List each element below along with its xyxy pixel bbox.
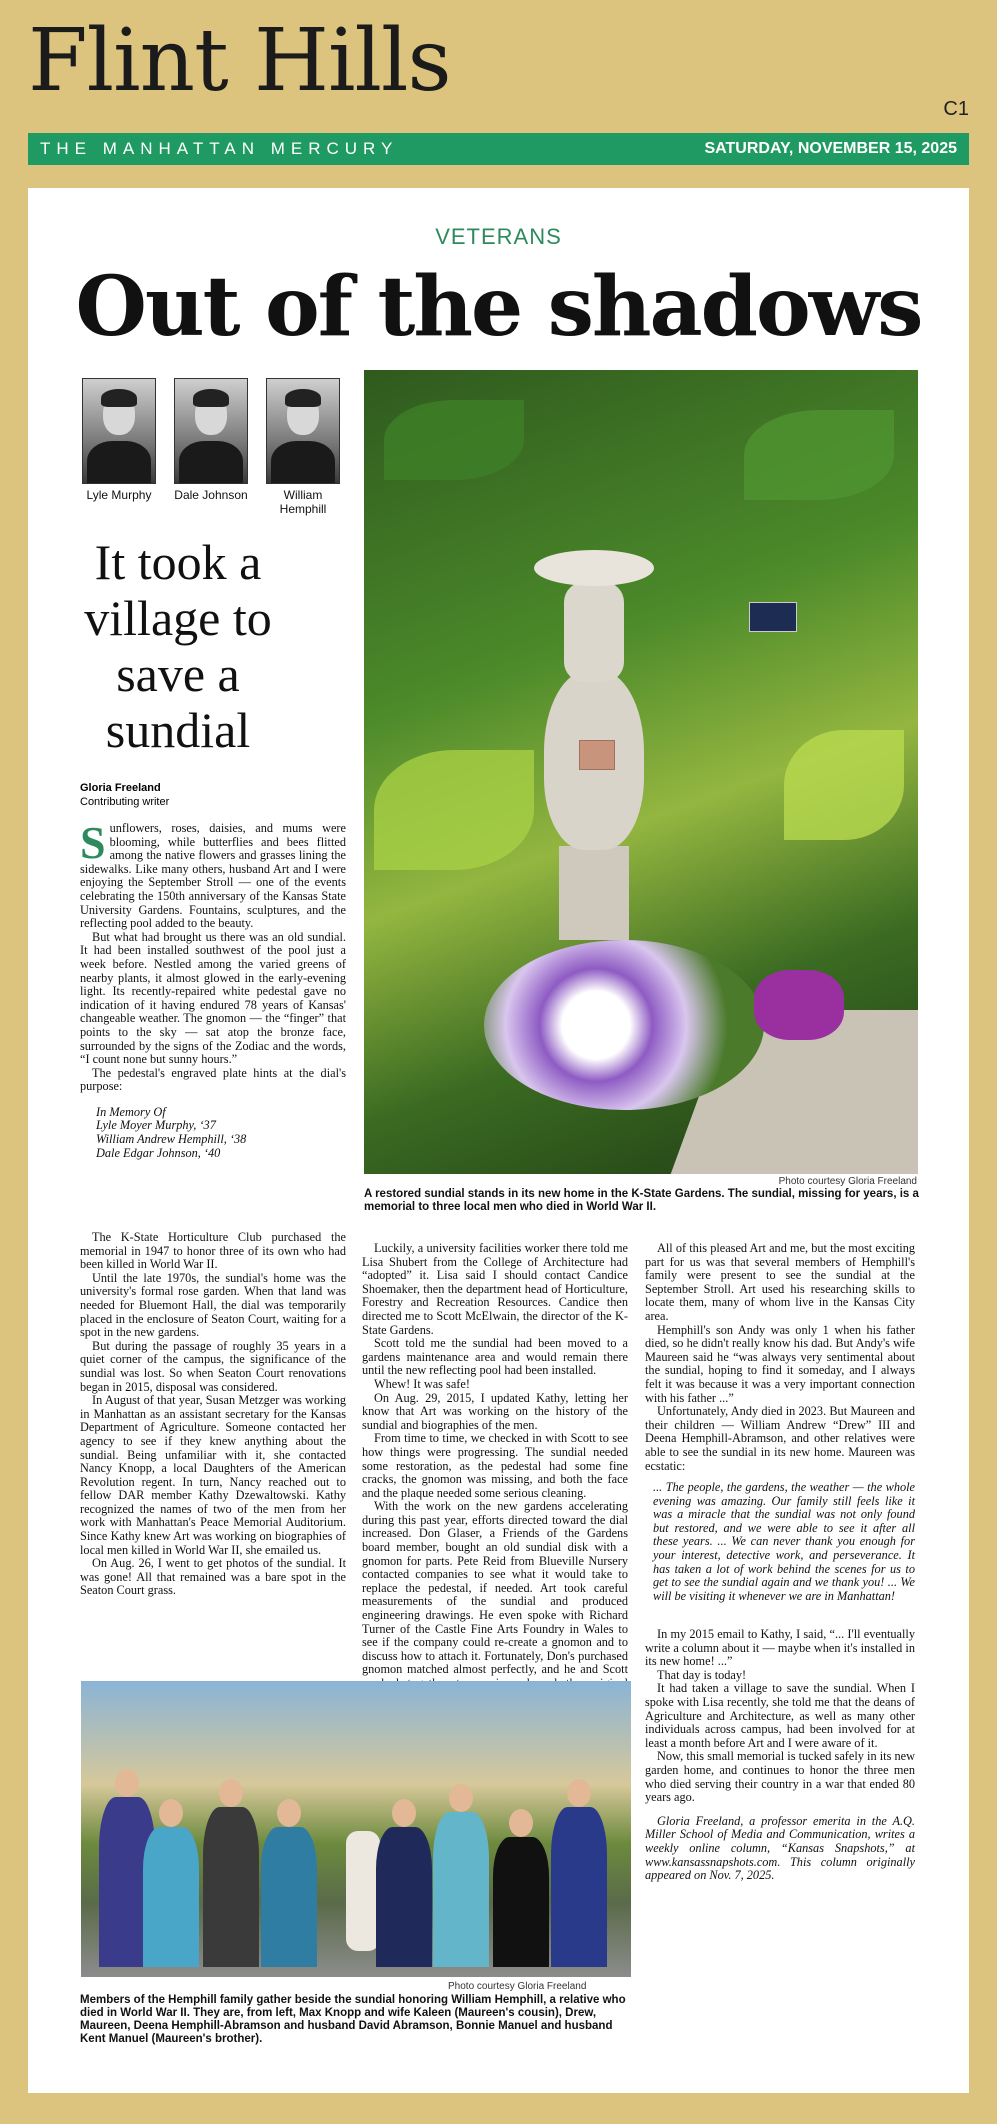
masthead-band — [28, 133, 969, 165]
article-paragraph: The K-State Horticulture Club purchased the memorial in 1947 to honor three of its own who had been killed in World War II. — [80, 1230, 346, 1272]
photo-credit: Photo courtesy Gloria Freeland — [448, 1981, 587, 1992]
article-paragraph: But during the passage of roughly 35 years in a quiet corner of the campus, the significance of the sundial was lost. So when Seaton Court renovations began in 2015, disposal was considered. — [80, 1338, 346, 1394]
mugshot-murphy — [82, 378, 156, 502]
article-paragraph: With the work on the new gardens accelerating during this past year, efforts directed toward the dial increased. Don Glaser, a Friends of the Gardens board member, bought an old sundial disk with a gnomon for parts. Pete Reid from Blueville Nursery contacted companies to see what it would take to replace the pedestal, if needed. Art took careful measurements of the sundial and produced engineering drawings. He even spoke with Richard Turner of the Castle Fine Arts Foundry in Wales to see if the company could re-create a gnomon and to discuss how to attach it. Fortunately, Don's purchased gnomon matched almost perfectly, and he and Scott — [362, 1499, 628, 1677]
flower-bouquet — [484, 940, 764, 1110]
mugshot-hemphill — [266, 378, 340, 517]
article-paragraph: In my 2015 email to Kathy, I said, “... I'll eventually write a column about it — maybe when it's installed in its new home! ...” — [645, 1627, 915, 1669]
headline: Out of the shadows — [75, 259, 922, 355]
article-paragraph: In August of that year, Susan Metzger was working in Manhattan as an assistant secretary for the Kansas Department of Agriculture. Someone contacted her agency to see if they knew anything about the sundial. Being unfamiliar with it, she contacted Nancy Knopp, a local Daughters of the American Revolution regent. In turn, Nancy reached out to fellow DAR member Kathy Dzewaltowski. Kathy recognized the names of two of the men from her work with Manhattan's Peace Memorial Auditorium. Since Kathy knew Art was working on biographies of local men killed in World War II, she emailed us. — [80, 1393, 346, 1557]
author-tagline: Gloria Freeland, a professor emerita in the A.Q. Miller School of Media and Communication, writes a weekly online column, “Kansas Snapshots,” at www.kansassnapshots.com. This column originally appeared on Nov. 7, 2025. — [645, 1813, 915, 1883]
garden-sign — [749, 602, 797, 632]
article-paragraph: Sunflowers, roses, daisies, and mums were blooming, while butterflies and bees flitted among the native flowers and grasses lining the sidewalks. Like many others, husband Art and I were enjoying the September Stroll — one of the events celebrating the 150th anniversary of the Kansas State University Gardens. Fountains, sculptures, and the reflecting pool added to the beauty. — [80, 817, 346, 931]
article-paragraph: From time to time, we checked in with Scott to see how things were progressing. The sundial needed some restoration, as the pedestal had some fine cracks, the gnomon was missing, and both the face and the plaque needed some serious cleaning. — [362, 1431, 628, 1500]
subhead: It took a village to save a sundial — [84, 534, 272, 758]
family-quote: ... The people, the gardens, the weather — the whole evening was amazing. Our family still feels like it was a miracle that the sundial was not only found but restored, and we were able to see it after all these years. ... We can never thank you enough for your interest, detective work, and perseverance. It has taken a lot of work behind the scenes for us to get to see the sundial again and we thank you! ... We will be visiting it whenever we are in Manhattan! — [653, 1480, 915, 1603]
memorial-inscription: In Memory Of Lyle Moyer Murphy, ‘37 William Andrew Hemphill, ‘38 Dale Edgar Johnson, ‘40 — [96, 1104, 247, 1160]
article-paragraph: That day is today! — [657, 1667, 747, 1682]
paper-name: THE MANHATTAN MERCURY — [40, 139, 399, 158]
article-column-3-lower — [645, 1628, 915, 1883]
mugshot-name: William Hemphill — [279, 488, 327, 517]
article-paragraph: On Aug. 26, I went to get photos of the sundial. It was gone! All that remained was a bare spot in the Seaton Court grass. — [80, 1556, 346, 1598]
mugshot-johnson — [174, 378, 248, 502]
article-paragraph: On Aug. 29, 2015, I updated Kathy, letting her know that Art was working on the history of the sundial and biographies of the men. — [362, 1390, 628, 1432]
article-column-1 — [80, 817, 346, 1172]
article-paragraph: Unfortunately, Andy died in 2023. But Maureen and their children — William Andrew “Drew” III and Deena Hemphill-Abramson, and other relatives were able to see the sundial in its new home. Maureen was ecstatic: — [645, 1404, 915, 1473]
mugshot-name: Dale Johnson — [174, 488, 248, 502]
article-paragraph: Luckily, a university facilities worker there told me Lisa Shubert from the College of Architecture had “adopted” it. Lisa said I should contact Candice Shoemaker, then the department head of Horticulture, Forestry and Recreation Resources. Candice then directed me to Scott McElwain, the director of the K-State Gardens. — [362, 1241, 628, 1337]
byline-role: Contributing writer — [80, 796, 170, 808]
byline-author: Gloria Freeland — [80, 782, 161, 794]
portrait-photo — [82, 378, 156, 484]
memorial-plaque — [579, 740, 615, 770]
sundial-photo — [364, 370, 918, 1174]
article-paragraph: Now, this small memorial is tucked safely in its new garden home, and continues to honor the three men who died serving their country in a war that ended 80 years ago. — [645, 1749, 915, 1805]
family-photo — [81, 1681, 631, 1977]
portrait-photo — [266, 378, 340, 484]
sundial-pedestal — [346, 1831, 380, 1951]
article-column-2 — [362, 1242, 628, 1704]
article-paragraph: The pedestal's engraved plate hints at the dial's purpose: — [80, 1065, 346, 1094]
page-number: C1 — [943, 98, 969, 120]
drop-cap: S — [80, 817, 106, 868]
article-paragraph: All of this pleased Art and me, but the most exciting part for us was that several members of Hemphill's family were present to see the sundial at the September Stroll. Art used his researching skills to locate them, many of whom live in the Kansas City area. — [645, 1241, 915, 1323]
photo-caption: Members of the Hemphill family gather beside the sundial honoring William Hemphill, a relative who died in World War II. They are, from left, Max Knopp and wife Kaleen (Maureen's cousin), Drew, Maureen, Deena Hemphill-Abramson and husband David Abramson, Bonnie Manuel and husband Kent Manuel (Maureen's brother). — [80, 1994, 626, 2045]
article-column-3 — [645, 1242, 915, 1611]
photo-credit: Photo courtesy Gloria Freeland — [778, 1176, 917, 1187]
purple-ribbon — [754, 970, 844, 1040]
article-paragraph: Until the late 1970s, the sundial's home was the university's formal rose garden. When that land was needed for Bluemont Hall, the dial was temporarily placed in the enclosure of Seaton Court, waiting for a spot in the new gardens. — [80, 1270, 346, 1340]
content-area — [28, 188, 969, 2093]
article-paragraph: But what had brought us there was an old sundial. It had been installed southwest of the pool just a week before. Nestled among the varied greens of nearby plants, it almost glowed in the early-evening light. Its recently-repaired white pedestal gave no indication of it having endured 78 years of Kansas' changeable weather. The gnomon — the “finger” that points to the sky — sat atop the bronze face, surrounded by the signs of the Zodiac and the words, “I count none but sunny hours.” — [80, 929, 346, 1067]
byline — [80, 781, 169, 809]
sundial-pedestal — [534, 550, 654, 940]
article-paragraph: Whew! It was safe! — [374, 1376, 470, 1391]
masthead-title: Flint Hills — [28, 11, 451, 111]
section-kicker: VETERANS — [435, 224, 562, 249]
portrait-photo — [174, 378, 248, 484]
article-paragraph: It had taken a village to save the sundial. When I spoke with Lisa recently, she told me that the deans of Agriculture and Architecture, as well as many other individuals across campus, had been involved for at least a month before Art and I were aware of it. — [645, 1681, 915, 1750]
article-paragraph: Hemphill's son Andy was only 1 when his father died, so he didn't really know his dad. But Andy's wife Maureen said he “was always very sentimental about the sundial, hoping to find it someday, and I always felt it was because it was a very important connection with his father ...” — [645, 1322, 915, 1405]
photo-caption: A restored sundial stands in its new home in the K-State Gardens. The sundial, missing for years, is a memorial to three local men who died in World War II. — [364, 1188, 919, 1213]
issue-date: SATURDAY, NOVEMBER 15, 2025 — [704, 140, 957, 157]
article-column-1-lower — [80, 1231, 346, 1598]
article-paragraph: Scott told me the sundial had been moved to a gardens maintenance area and would remain there until the new reflecting pool had been installed. — [362, 1336, 628, 1378]
mugshot-name: Lyle Murphy — [86, 488, 152, 502]
